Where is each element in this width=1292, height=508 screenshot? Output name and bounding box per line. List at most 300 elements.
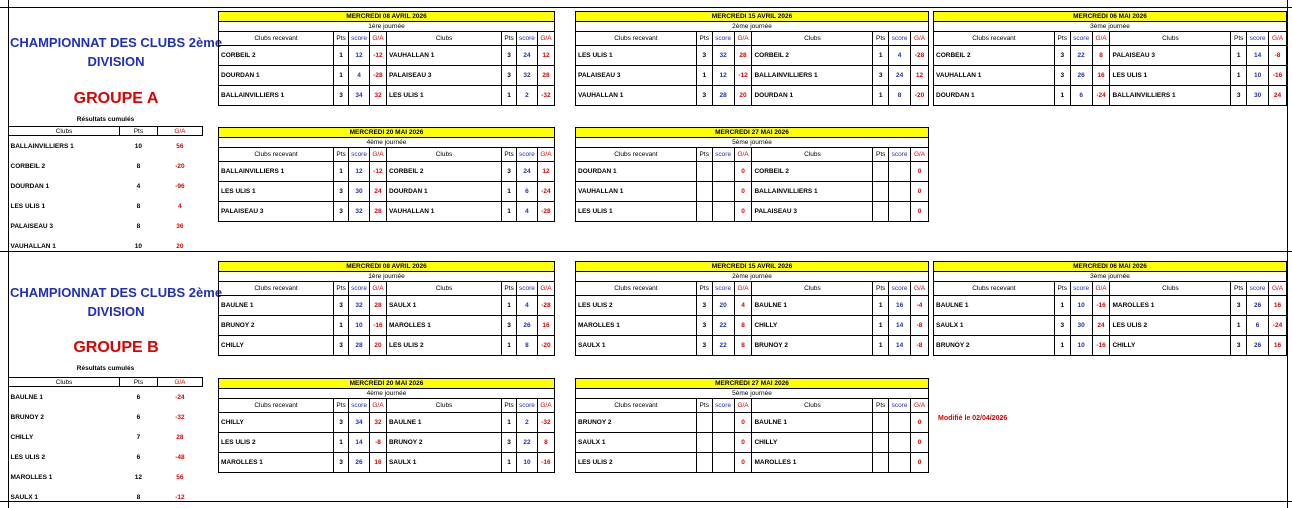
round-header-cell: score [349,399,370,413]
match-row [219,86,555,106]
match-row [219,182,555,202]
round-table-a-5 [575,127,929,222]
home-score [712,413,734,433]
round-label: 4ème journée [219,138,555,148]
away-goal-average: -16 [1269,66,1287,86]
home-club: CHILLY [219,413,334,433]
away-club: BALLAINVILLIERS 1 [1110,86,1231,106]
round-header-cell: score [889,399,911,413]
cumulative-goal-average: -20 [175,162,185,170]
away-goal-average: -28 [537,296,554,316]
round-header-cell: score [517,282,538,296]
home-points [696,413,712,433]
championship-title-b: CHAMPIONNAT DES CLUBS 2ème DIVISION [9,285,223,319]
home-score: 10 [1070,296,1092,316]
cumulative-header-cell: G/A [157,127,202,136]
away-score: 10 [517,453,538,473]
round-header-cell: Pts [873,282,889,296]
round-header-cell: score [1247,282,1269,296]
round-date: MERCREDI 15 AVRIL 2026 [576,262,929,272]
cumulative-points: 8 [136,222,141,230]
home-points: 1 [334,433,349,453]
home-points: 3 [1054,66,1070,86]
away-points [873,453,889,473]
round-label: 2ème journée [576,22,929,32]
round-header-cell: Pts [1231,32,1247,46]
away-points: 1 [873,336,889,356]
match-row [576,182,929,202]
round-header-cell: Pts [873,399,889,413]
home-club: CHILLY [219,336,334,356]
home-points [696,182,712,202]
match-row [576,413,929,433]
home-goal-average: -16 [369,316,386,336]
round-header-cell: score [889,148,911,162]
away-goal-average: 24 [1269,86,1287,106]
round-label: 5ème journée [576,389,929,399]
cumulative-club: LES ULIS 2 [10,453,46,461]
cumulative-header-cell: Pts [120,127,158,136]
away-points: 3 [1231,296,1247,316]
match-row [219,316,555,336]
away-goal-average: 8 [537,433,554,453]
home-goal-average: 28 [369,202,386,222]
home-score: 4 [349,66,370,86]
round-header-cell: G/A [911,148,929,162]
away-score: 6 [1247,316,1269,336]
away-goal-average: -8 [1269,46,1287,66]
match-row [934,46,1287,66]
cumulative-points: 8 [136,202,141,210]
round-label: 5ème journée [576,138,929,148]
away-points: 1 [502,413,517,433]
cumulative-row [9,156,203,176]
cumulative-goal-average: 4 [178,202,182,210]
round-date: MERCREDI 06 MAI 2026 [934,12,1287,22]
cumulative-club: CHILLY [10,433,34,441]
round-header-cell: Clubs recevant [219,32,334,46]
cumulative-header-row [9,378,203,387]
home-goal-average: 24 [369,182,386,202]
away-goal-average: 16 [1269,296,1287,316]
round-label: 1ère journée [219,22,555,32]
cumulative-club: PALAISEAU 3 [10,222,53,230]
cumulative-label-b: Résultats cumulés [76,365,135,372]
round-header-cell: Pts [696,32,712,46]
round-header-cell: score [517,399,538,413]
away-goal-average: 12 [537,162,554,182]
round-header-cell: Pts [1054,32,1070,46]
home-score: 6 [1070,86,1092,106]
round-header-cell: Clubs recevant [576,148,697,162]
round-header-cell: G/A [369,399,386,413]
home-club: SAULX 1 [576,433,697,453]
home-goal-average: 0 [734,413,752,433]
home-points: 3 [334,86,349,106]
away-club: LES ULIS 1 [386,86,501,106]
home-score: 22 [1070,46,1092,66]
home-goal-average: 28 [369,296,386,316]
home-score: 26 [1070,66,1092,86]
home-club: BRUNOY 2 [219,316,334,336]
round-table-b-3 [933,261,1287,356]
home-club: VAUHALLAN 1 [934,66,1055,86]
away-club: CHILLY [752,433,873,453]
round-header-cell: G/A [369,148,386,162]
away-goal-average: 16 [537,316,554,336]
away-club: CHILLY [752,316,873,336]
cumulative-row [9,467,203,487]
home-goal-average: -16 [1092,336,1110,356]
round-header-row [576,399,929,413]
away-goal-average: -32 [537,413,554,433]
round-header-cell: Clubs [386,148,501,162]
round-header-cell: score [349,32,370,46]
round-header-cell: score [349,282,370,296]
round-table-b-2 [575,261,929,356]
round-header-cell: score [712,148,734,162]
cumulative-row [9,196,203,216]
away-score [889,453,911,473]
away-points: 1 [873,296,889,316]
home-club: BALLAINVILLIERS 1 [219,162,334,182]
home-club: LES ULIS 2 [576,296,697,316]
home-score: 10 [1070,336,1092,356]
home-score: 20 [712,296,734,316]
home-points: 1 [334,46,349,66]
home-points: 1 [334,66,349,86]
round-table-a-2 [575,11,929,106]
home-goal-average: -12 [369,162,386,182]
round-header-cell: Clubs recevant [934,32,1055,46]
away-club: PALAISEAU 3 [752,202,873,222]
cumulative-club: BAULNE 1 [10,393,44,401]
home-score: 12 [712,66,734,86]
away-points: 1 [502,336,517,356]
cumulative-header-cell: Pts [120,378,158,387]
round-header-cell: Clubs recevant [219,399,334,413]
round-header-cell: score [889,282,911,296]
home-club: BALLAINVILLIERS 1 [219,86,334,106]
cumulative-points: 6 [136,413,141,421]
home-club: MAROLLES 1 [219,453,334,473]
cumulative-row [9,487,203,507]
round-header-cell: Pts [334,282,349,296]
away-club: LES ULIS 2 [1110,316,1231,336]
match-row [219,202,555,222]
home-goal-average: 8 [1092,46,1110,66]
match-row [934,336,1287,356]
round-header-cell: Clubs recevant [576,399,697,413]
round-date-row [576,12,929,22]
round-label-row [219,272,555,282]
home-points [696,162,712,182]
round-header-cell: G/A [1092,32,1110,46]
home-club: BRUNOY 2 [576,413,697,433]
match-row [219,433,555,453]
cumulative-table-a [8,126,203,256]
round-header-cell: score [517,32,538,46]
round-date-row [576,379,929,389]
home-points: 1 [1054,336,1070,356]
home-points: 3 [696,316,712,336]
championship-title-a: CHAMPIONNAT DES CLUBS 2ème DIVISION [9,35,223,69]
round-table-b-1 [218,261,555,356]
cumulative-row [9,427,203,447]
away-points [873,162,889,182]
away-goal-average: -28 [537,202,554,222]
round-header-cell: G/A [537,282,554,296]
round-header-cell: Clubs [1110,282,1231,296]
away-club: SAULX 1 [386,453,501,473]
home-score [712,162,734,182]
cumulative-points: 8 [136,162,141,170]
home-club: BRUNOY 2 [934,336,1055,356]
away-club: PALAISEAU 3 [386,66,501,86]
away-club: BALLAINVILLIERS 1 [752,182,873,202]
home-points [696,202,712,222]
match-row [576,46,929,66]
round-header-cell: score [349,148,370,162]
home-club: VAUHALLAN 1 [576,182,697,202]
round-header-cell: Pts [696,399,712,413]
home-points: 3 [1054,316,1070,336]
round-header-cell: Pts [502,148,517,162]
round-date: MERCREDI 08 AVRIL 2026 [219,262,555,272]
away-club: CORBEIL 2 [386,162,501,182]
round-header-cell: Clubs [386,32,501,46]
round-header-cell: G/A [734,32,752,46]
home-points: 3 [696,86,712,106]
home-club: SAULX 1 [934,316,1055,336]
round-header-row [219,32,555,46]
home-goal-average: 8 [734,336,752,356]
away-goal-average: 0 [911,162,929,182]
home-score [712,453,734,473]
away-score: 26 [1247,296,1269,316]
away-score: 2 [517,413,538,433]
round-header-cell: score [712,32,734,46]
home-score: 22 [712,316,734,336]
round-date: MERCREDI 20 MAI 2026 [219,128,555,138]
home-score [712,433,734,453]
round-header-row [219,399,555,413]
cumulative-points: 6 [136,453,141,461]
round-table-a-1 [218,11,555,106]
home-score: 12 [349,46,370,66]
match-row [576,162,929,182]
away-goal-average: -16 [537,453,554,473]
home-points: 1 [1054,86,1070,106]
away-club: BALLAINVILLIERS 1 [752,66,873,86]
away-score: 4 [517,296,538,316]
away-club: BAULNE 1 [386,413,501,433]
round-label: 4ème journée [219,389,555,399]
cumulative-row [9,216,203,236]
match-row [219,46,555,66]
round-header-cell: Clubs recevant [576,32,697,46]
home-score: 14 [349,433,370,453]
home-score: 30 [349,182,370,202]
away-goal-average: 28 [537,66,554,86]
home-score: 32 [349,202,370,222]
home-goal-average: -16 [1092,296,1110,316]
cumulative-row [9,136,203,157]
home-score: 32 [349,296,370,316]
cumulative-points: 10 [134,142,143,150]
home-goal-average: 16 [369,453,386,473]
away-goal-average: -4 [911,296,929,316]
home-club: DOURDAN 1 [576,162,697,182]
round-header-cell: Pts [502,32,517,46]
home-goal-average: -28 [369,66,386,86]
home-points: 1 [1054,296,1070,316]
round-date: MERCREDI 15 AVRIL 2026 [576,12,929,22]
round-header-cell: Pts [1231,282,1247,296]
home-goal-average: -12 [734,66,752,86]
home-score: 32 [712,46,734,66]
match-row [219,162,555,182]
cumulative-goal-average: -24 [175,393,185,401]
home-score: 12 [349,162,370,182]
round-header-cell: Clubs [752,148,873,162]
round-header-cell: Clubs recevant [576,282,697,296]
page-top-border [0,7,1292,8]
group-label-b: GROUPE B [73,339,159,356]
round-header-cell: score [1247,32,1269,46]
away-score [889,433,911,453]
cumulative-row [9,407,203,427]
round-header-cell: Clubs [752,399,873,413]
home-goal-average: 16 [1092,66,1110,86]
away-goal-average: 0 [911,413,929,433]
away-score: 26 [517,316,538,336]
home-goal-average: -24 [1092,86,1110,106]
away-club: VAUHALLAN 1 [386,46,501,66]
away-points: 1 [502,296,517,316]
away-goal-average: 12 [911,66,929,86]
round-header-cell: Pts [334,148,349,162]
home-points: 1 [696,66,712,86]
away-points: 3 [502,162,517,182]
match-row [219,453,555,473]
round-label-row [219,22,555,32]
home-score: 22 [712,336,734,356]
round-label: 1ère journée [219,272,555,282]
match-row [576,66,929,86]
round-date-row [934,262,1287,272]
cumulative-header-cell: G/A [157,378,202,387]
home-club: DOURDAN 1 [219,66,334,86]
cumulative-points: 7 [136,433,141,441]
cumulative-points: 10 [134,242,143,250]
round-date: MERCREDI 20 MAI 2026 [219,379,555,389]
home-club: LES ULIS 2 [219,433,334,453]
away-score: 14 [1247,46,1269,66]
away-points: 1 [502,86,517,106]
away-points: 3 [502,66,517,86]
round-header-row [219,148,555,162]
match-row [576,86,929,106]
round-label-row [219,389,555,399]
cumulative-row [9,236,203,256]
round-header-cell: G/A [911,399,929,413]
home-goal-average: 0 [734,202,752,222]
round-date-row [219,262,555,272]
round-header-row [576,32,929,46]
away-goal-average: -20 [537,336,554,356]
round-date-row [219,128,555,138]
home-score: 10 [349,316,370,336]
cumulative-header-cell: Clubs [9,378,120,387]
home-points: 3 [696,336,712,356]
cumulative-header-row [9,127,203,136]
cumulative-points: 8 [136,493,141,501]
away-club: BAULNE 1 [752,296,873,316]
round-label-row [576,22,929,32]
cumulative-club: BALLAINVILLIERS 1 [10,142,74,150]
away-points: 1 [1231,316,1247,336]
home-club: BAULNE 1 [934,296,1055,316]
away-score: 10 [1247,66,1269,86]
round-table-b-5 [575,378,929,473]
home-club: LES ULIS 1 [219,182,334,202]
away-club: CHILLY [1110,336,1231,356]
away-score: 14 [889,316,911,336]
round-header-cell: Pts [696,282,712,296]
round-header-cell: G/A [911,32,929,46]
home-goal-average: 4 [734,296,752,316]
home-club: DOURDAN 1 [934,86,1055,106]
away-points: 1 [502,202,517,222]
away-points: 1 [1231,66,1247,86]
away-score: 4 [889,46,911,66]
round-header-cell: Pts [873,148,889,162]
cumulative-club: BRUNOY 2 [10,413,44,421]
home-club: SAULX 1 [576,336,697,356]
home-club: PALAISEAU 3 [219,202,334,222]
cumulative-club: DOURDAN 1 [10,182,50,190]
cumulative-goal-average: 20 [176,242,184,250]
round-header-cell: G/A [734,399,752,413]
round-label-row [576,138,929,148]
away-score [889,162,911,182]
round-label-row [576,389,929,399]
home-club: PALAISEAU 3 [576,66,697,86]
away-score [889,182,911,202]
match-row [934,86,1287,106]
cumulative-goal-average: -96 [175,182,185,190]
round-label: 3ème journée [934,272,1287,282]
round-header-cell: Clubs [752,282,873,296]
page-right-border [1287,0,1288,508]
round-header-cell: Pts [502,399,517,413]
away-points: 3 [873,66,889,86]
home-score [712,202,734,222]
away-points: 3 [502,46,517,66]
round-header-cell: score [712,399,734,413]
round-header-cell: Clubs recevant [934,282,1055,296]
round-label-row [576,272,929,282]
away-goal-average: 0 [911,202,929,222]
away-score: 8 [889,86,911,106]
round-header-cell: G/A [734,148,752,162]
round-header-cell: score [889,32,911,46]
home-points: 1 [334,162,349,182]
round-header-cell: score [1070,32,1092,46]
away-club: DOURDAN 1 [386,182,501,202]
away-points: 3 [502,316,517,336]
